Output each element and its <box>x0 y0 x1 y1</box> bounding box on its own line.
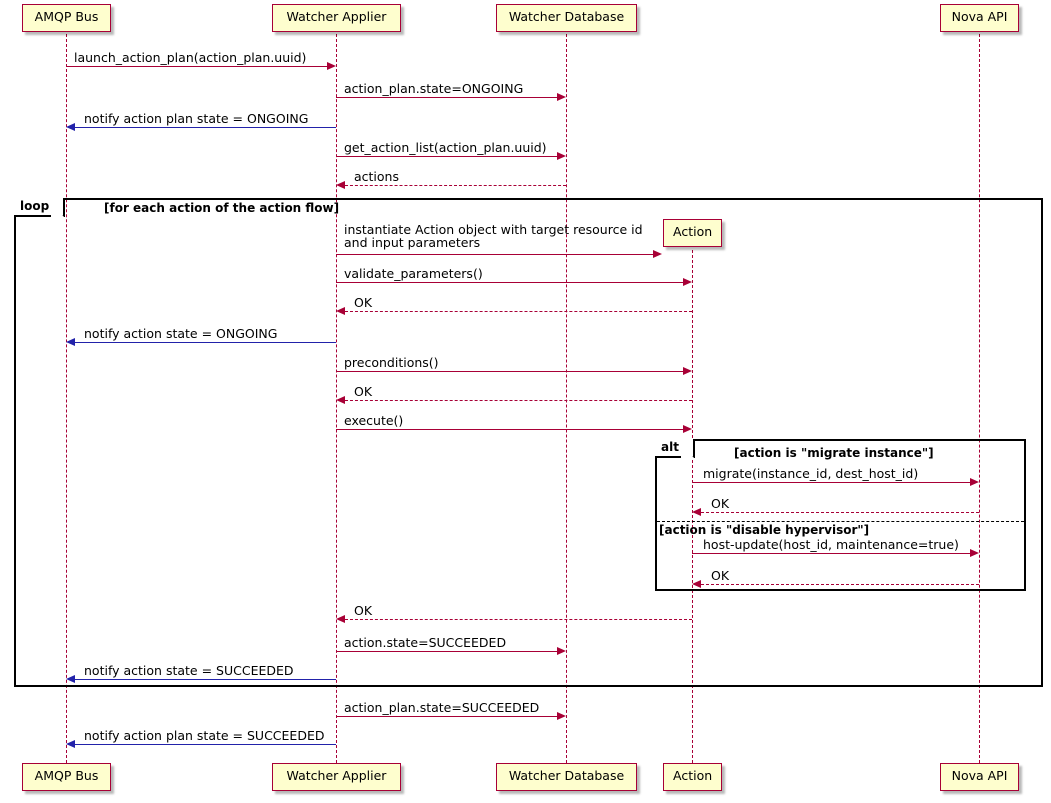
message-arrow-5 <box>653 250 662 258</box>
message-label-0: launch_action_plan(action_plan.uuid) <box>74 50 307 65</box>
message-arrow-7 <box>336 307 345 315</box>
message-line-3 <box>336 156 557 157</box>
message-arrow-11 <box>683 425 692 433</box>
message-label-18: notify action state = SUCCEEDED <box>84 663 294 678</box>
fragment-alt-operator <box>655 439 695 458</box>
message-arrow-12 <box>970 478 979 486</box>
message-line-10 <box>345 400 692 401</box>
message-line-13 <box>701 512 979 513</box>
participant-amqp-bus-top-label: AMQP Bus <box>34 9 99 24</box>
participant-watcher-database-top-label: Watcher Database <box>508 9 625 24</box>
message-line-12 <box>692 482 970 483</box>
message-arrow-19 <box>557 712 566 720</box>
message-label-10: OK <box>354 384 373 399</box>
participant-watcher-applier-bottom-label: Watcher Applier <box>286 768 387 783</box>
participant-nova-api-bottom[interactable] <box>940 763 1019 791</box>
message-line-2 <box>75 127 336 128</box>
participant-nova-api-top-label: Nova API <box>951 9 1008 24</box>
fragment-alt-divider <box>657 521 1024 522</box>
message-arrow-16 <box>336 615 345 623</box>
fragment-alt-condition-1: [action is "migrate instance"] <box>734 446 934 460</box>
participant-amqp-bus-top[interactable] <box>22 4 111 32</box>
participant-action-bottom[interactable] <box>663 763 722 791</box>
message-label-9: preconditions() <box>344 355 439 370</box>
message-line-18 <box>75 679 336 680</box>
message-line-9 <box>336 371 683 372</box>
fragment-alt-condition-2: [action is "disable hypervisor"] <box>659 523 870 537</box>
participant-watcher-database-bottom-label: Watcher Database <box>508 768 625 783</box>
participant-watcher-database-top[interactable] <box>496 4 637 32</box>
fragment-loop-operator <box>14 198 65 217</box>
message-label-19: action_plan.state=SUCCEEDED <box>344 700 540 715</box>
message-line-4 <box>345 185 566 186</box>
participant-watcher-applier-top-label: Watcher Applier <box>286 9 387 24</box>
message-label-15: OK <box>711 568 730 583</box>
message-line-1 <box>336 97 557 98</box>
message-arrow-1 <box>557 93 566 101</box>
message-line-5 <box>336 254 653 255</box>
message-arrow-14 <box>970 549 979 557</box>
message-label-5-line2: and input parameters <box>344 235 481 250</box>
participant-nova-api-bottom-label: Nova API <box>951 768 1008 783</box>
message-arrow-6 <box>683 278 692 286</box>
message-label-20: notify action plan state = SUCCEEDED <box>84 728 325 743</box>
message-label-17: action.state=SUCCEEDED <box>344 635 507 650</box>
message-label-1: action_plan.state=ONGOING <box>344 81 524 96</box>
fragment-loop-operator-label: loop <box>20 199 50 213</box>
message-label-6: validate_parameters() <box>344 266 483 281</box>
message-arrow-2 <box>66 123 75 131</box>
fragment-loop-condition: [for each action of the action flow] <box>104 201 340 215</box>
participant-watcher-applier-top[interactable] <box>272 4 401 32</box>
message-label-3: get_action_list(action_plan.uuid) <box>344 140 547 155</box>
message-line-19 <box>336 716 557 717</box>
message-arrow-18 <box>66 675 75 683</box>
participant-action-top[interactable] <box>663 219 722 247</box>
message-line-0 <box>66 66 327 67</box>
message-label-7: OK <box>354 295 373 310</box>
message-line-7 <box>345 311 692 312</box>
message-arrow-8 <box>66 338 75 346</box>
fragment-alt-operator-label: alt <box>661 440 679 454</box>
participant-action-top-label: Action <box>673 224 713 239</box>
message-label-14: host-update(host_id, maintenance=true) <box>703 537 959 552</box>
participant-amqp-bus-bottom-label: AMQP Bus <box>34 768 99 783</box>
message-arrow-10 <box>336 396 345 404</box>
message-arrow-20 <box>66 740 75 748</box>
message-label-11: execute() <box>344 413 404 428</box>
message-label-4: actions <box>354 169 399 184</box>
message-label-8: notify action state = ONGOING <box>84 326 278 341</box>
message-line-16 <box>345 619 692 620</box>
message-label-13: OK <box>711 496 730 511</box>
message-arrow-13 <box>692 508 701 516</box>
message-label-5-line1: instantiate Action object with target resource id <box>344 222 643 237</box>
message-line-8 <box>75 342 336 343</box>
message-label-16: OK <box>354 603 373 618</box>
participant-amqp-bus-bottom[interactable] <box>22 763 111 791</box>
message-arrow-17 <box>557 647 566 655</box>
message-arrow-3 <box>557 152 566 160</box>
message-arrow-0 <box>327 62 336 70</box>
participant-action-bottom-label: Action <box>673 768 713 783</box>
message-arrow-4 <box>336 181 345 189</box>
message-line-14 <box>692 553 970 554</box>
message-label-12: migrate(instance_id, dest_host_id) <box>703 466 919 481</box>
message-line-17 <box>336 651 557 652</box>
participant-watcher-database-bottom[interactable] <box>496 763 637 791</box>
message-label-5 <box>344 223 643 249</box>
participant-watcher-applier-bottom[interactable] <box>272 763 401 791</box>
message-arrow-9 <box>683 367 692 375</box>
participant-nova-api-top[interactable] <box>940 4 1019 32</box>
message-line-15 <box>701 584 979 585</box>
message-line-20 <box>75 744 336 745</box>
message-arrow-15 <box>692 580 701 588</box>
message-line-6 <box>336 282 683 283</box>
message-line-11 <box>336 429 683 430</box>
message-label-2: notify action plan state = ONGOING <box>84 111 309 126</box>
